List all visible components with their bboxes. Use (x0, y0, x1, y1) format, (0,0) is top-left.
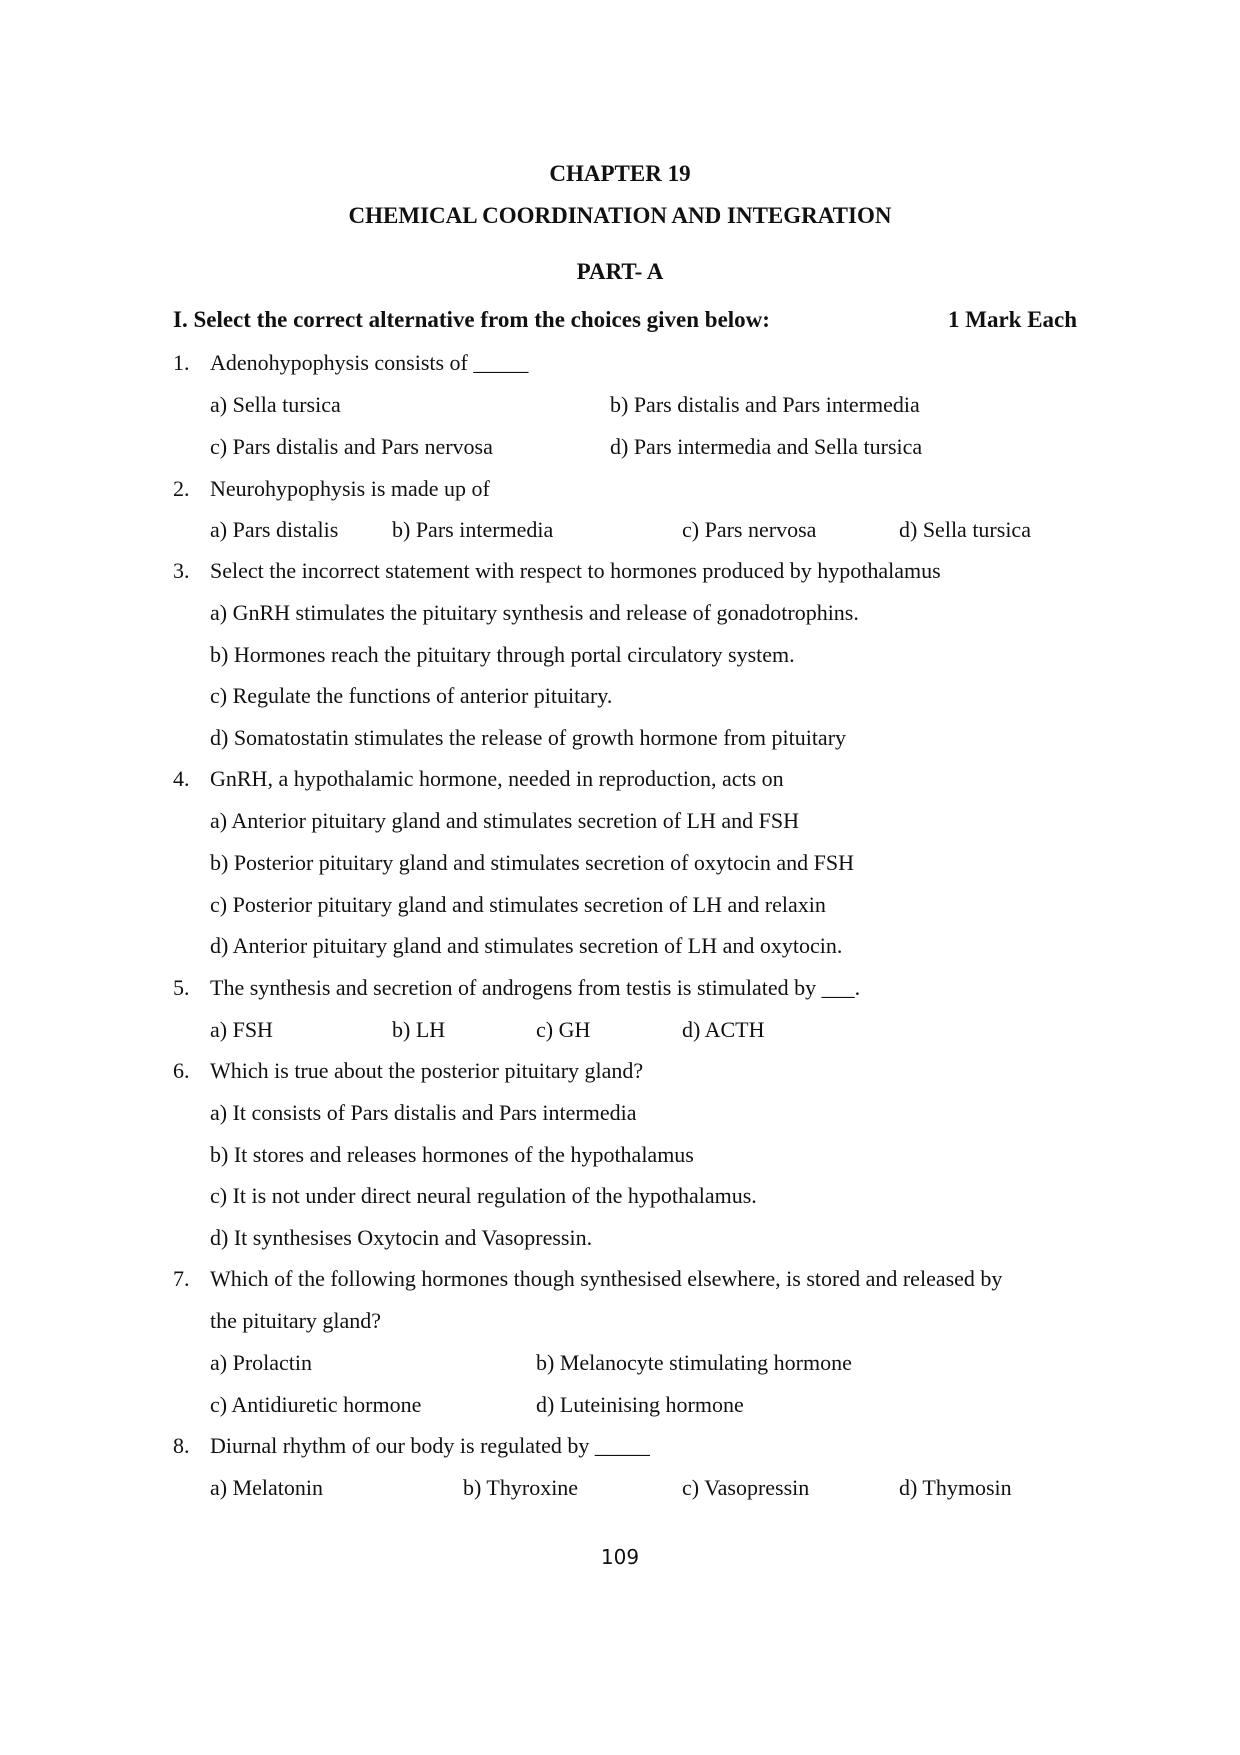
option: c) Posterior pituitary gland and stimulates secretion of LH and relaxin (210, 892, 826, 917)
chapter-number: CHAPTER 19 (549, 161, 691, 186)
question-text: Which of the following hormones though synthesised elsewhere, is stored and released by (210, 1266, 1003, 1291)
option: c) It is not under direct neural regulation of the hypothalamus. (210, 1183, 757, 1208)
page-number: 109 (600, 1545, 640, 1569)
option: b) Melanocyte stimulating hormone (536, 1350, 852, 1375)
marks-label: 1 Mark Each (948, 307, 1078, 332)
option: b) Pars distalis and Pars intermedia (610, 392, 920, 417)
part-heading: PART- A (576, 259, 664, 284)
question-text-continued: the pituitary gland? (210, 1308, 382, 1333)
option: a) FSH (210, 1017, 273, 1042)
option: d) Sella tursica (899, 517, 1031, 542)
option: d) Anterior pituitary gland and stimulates secretion of LH and oxytocin. (210, 933, 843, 958)
option: a) GnRH stimulates the pituitary synthesis and release of gonadotrophins. (210, 600, 859, 625)
option: b) LH (392, 1017, 446, 1042)
question-number: 6. (173, 1058, 190, 1083)
option: c) Vasopressin (682, 1475, 810, 1500)
option: d) It synthesises Oxytocin and Vasopressin. (210, 1225, 593, 1250)
question-number: 1. (173, 350, 190, 375)
question-number: 4. (173, 766, 190, 791)
question-text: GnRH, a hypothalamic hormone, needed in reproduction, acts on (210, 766, 784, 791)
question-text: Neurohypophysis is made up of (210, 476, 490, 501)
option: c) Pars nervosa (682, 517, 817, 542)
option: c) Pars distalis and Pars nervosa (210, 434, 493, 459)
question-text: Diurnal rhythm of our body is regulated by _____ (210, 1433, 650, 1458)
option: b) It stores and releases hormones of the hypothalamus (210, 1142, 694, 1167)
option: d) ACTH (682, 1017, 765, 1042)
option: d) Luteinising hormone (536, 1392, 744, 1417)
option: a) Pars distalis (210, 517, 339, 542)
option: c) GH (536, 1017, 591, 1042)
question-text: Which is true about the posterior pituitary gland? (210, 1058, 644, 1083)
question-text: Select the incorrect statement with respect to hormones produced by hypothalamus (210, 558, 941, 583)
section-instruction: I. Select the correct alternative from the choices given below: (173, 307, 770, 332)
chapter-title: CHEMICAL COORDINATION AND INTEGRATION (348, 203, 892, 228)
option: a) Anterior pituitary gland and stimulates secretion of LH and FSH (210, 808, 799, 833)
option: b) Thyroxine (463, 1475, 579, 1500)
option: c) Antidiuretic hormone (210, 1392, 422, 1417)
option: d) Somatostatin stimulates the release of growth hormone from pituitary (210, 725, 847, 750)
question-text: The synthesis and secretion of androgens from testis is stimulated by ___. (210, 975, 861, 1000)
option: d) Pars intermedia and Sella tursica (610, 434, 923, 459)
question-number: 5. (173, 975, 190, 1000)
option: c) Regulate the functions of anterior pituitary. (210, 683, 613, 708)
question-number: 7. (173, 1266, 190, 1291)
question-number: 3. (173, 558, 190, 583)
option: a) Prolactin (210, 1350, 313, 1375)
option: a) Sella tursica (210, 392, 341, 417)
question-number: 2. (173, 476, 190, 501)
question-number: 8. (173, 1433, 190, 1458)
question-text: Adenohypophysis consists of _____ (210, 350, 529, 375)
option: b) Hormones reach the pituitary through portal circulatory system. (210, 642, 795, 667)
option: a) Melatonin (210, 1475, 324, 1500)
option: b) Pars intermedia (392, 517, 554, 542)
option: a) It consists of Pars distalis and Pars intermedia (210, 1100, 637, 1125)
option: d) Thymosin (899, 1475, 1012, 1500)
option: b) Posterior pituitary gland and stimulates secretion of oxytocin and FSH (210, 850, 855, 875)
